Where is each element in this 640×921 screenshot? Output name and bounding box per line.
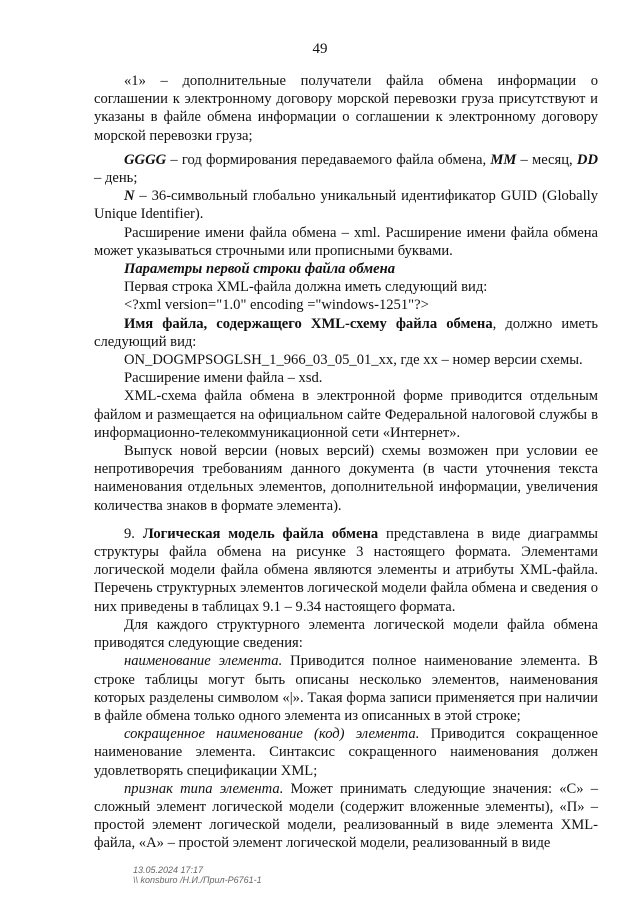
paragraph-first-line: Первая строка XML-файла должна иметь следующий вид: (124, 279, 488, 296)
paragraph-element-type: признак типа элемента. Может принимать следующие значения: «С» – сложный элемент логической модели (содержит вложенные элементы), «П» – простой элемент логической модели, реализованный в виде элемента XML-файла, «А» – простой элемент логической модели, реализованный в виде (94, 780, 598, 852)
paragraph-date-format: GGGG – год формирования передаваемого файла обмена, MM – месяц, DD – день; (94, 151, 598, 187)
paragraph-new-version: Выпуск новой версии (новых версий) схемы возможен при условии ее непротиворечия требованиям данного документа (в части уточнения текста наименования отдельных элементов, дополнительной информации, увеличения количества знаков в формате элемента). (94, 443, 598, 514)
section-heading-first-line: Параметры первой строки файла обмена (124, 261, 396, 278)
term-n: N (124, 188, 135, 205)
xml-declaration-line: <?xml version="1.0" encoding ="windows-1251"?> (124, 297, 429, 314)
term-schema-filename: Имя файла, содержащего XML-схему файла обмена (124, 315, 493, 332)
term-gggg: GGGG (124, 151, 167, 168)
paragraph-element-info: Для каждого структурного элемента логической модели файла обмена приводятся следующие сведения: (94, 616, 598, 652)
term-logical-model: Логическая модель файла обмена (142, 525, 379, 542)
term-dd: DD (576, 151, 598, 168)
paragraph-schema-filename: Имя файла, содержащего XML-схему файла обмена, должно иметь следующий вид: (94, 315, 598, 350)
paragraph-guid: N – 36-символьный глобально уникальный идентификатор GUID (Globally Unique Identifier). (94, 188, 598, 223)
paragraph-element-name: наименование элемента. Приводится полное наименование элемента. В строке таблицы могут быть описаны несколько элементов, наименования которых разделены символом «|». Такая форма записи применяется при наличии в файле обмена только одного элемента из описанных в этой строке; (94, 653, 599, 724)
footer-file-path: \\ konsburo /Н.И./Прил-Р6761-1 (133, 875, 262, 885)
paragraph-recipients: «1» – дополнительные получатели файла обмена информации о соглашении к электронному договору морской перевозки груза присутствуют и указаны в файле обмена информации о соглашении к электронному договору морской перевозки груза; (94, 73, 598, 144)
document-body (94, 72, 598, 853)
paragraph-xml-schema: XML-схема файла обмена в электронной форме приводится отдельным файлом и размещается на официальном сайте Федеральной налоговой службы в информационно-телекоммуникационной сети «Интернет». (94, 388, 598, 441)
page-footer (133, 865, 262, 885)
term-element-code: сокращенное наименование (код) элемента. (124, 726, 420, 743)
schema-filename-pattern: ON_DOGMPSOGLSH_1_966_03_05_01_xx, где хх – номер версии схемы. (124, 352, 583, 369)
paragraph-logical-model: 9. Логическая модель файла обмена представлена в виде диаграммы структуры файла обмена на рисунке 3 настоящего формата. Элементами логической модели файла обмена являются элементы и атрибуты XML-файла. Перечень структурных элементов логической модели файла обмена и сведения о них приведены в таблицах 9.1 – 9.34 настоящего формата. (94, 525, 598, 615)
paragraph-xsd-extension: Расширение имени файла – xsd. (124, 370, 323, 387)
term-element-name: наименование элемента. (124, 653, 283, 670)
footer-timestamp: 13.05.2024 17:17 (133, 865, 204, 875)
term-mm: MM (490, 151, 517, 168)
term-element-type: признак типа элемента. (124, 780, 284, 797)
paragraph-element-code: сокращенное наименование (код) элемента. Приводится сокращенное наименование элемента. Синтаксис сокращенного наименования должен удовлетворять спецификации XML; (94, 726, 598, 779)
page-number: 49 (312, 41, 328, 57)
paragraph-extension: Расширение имени файла обмена – xml. Расширение имени файла обмена может указываться строчными или прописными буквами. (94, 224, 598, 259)
